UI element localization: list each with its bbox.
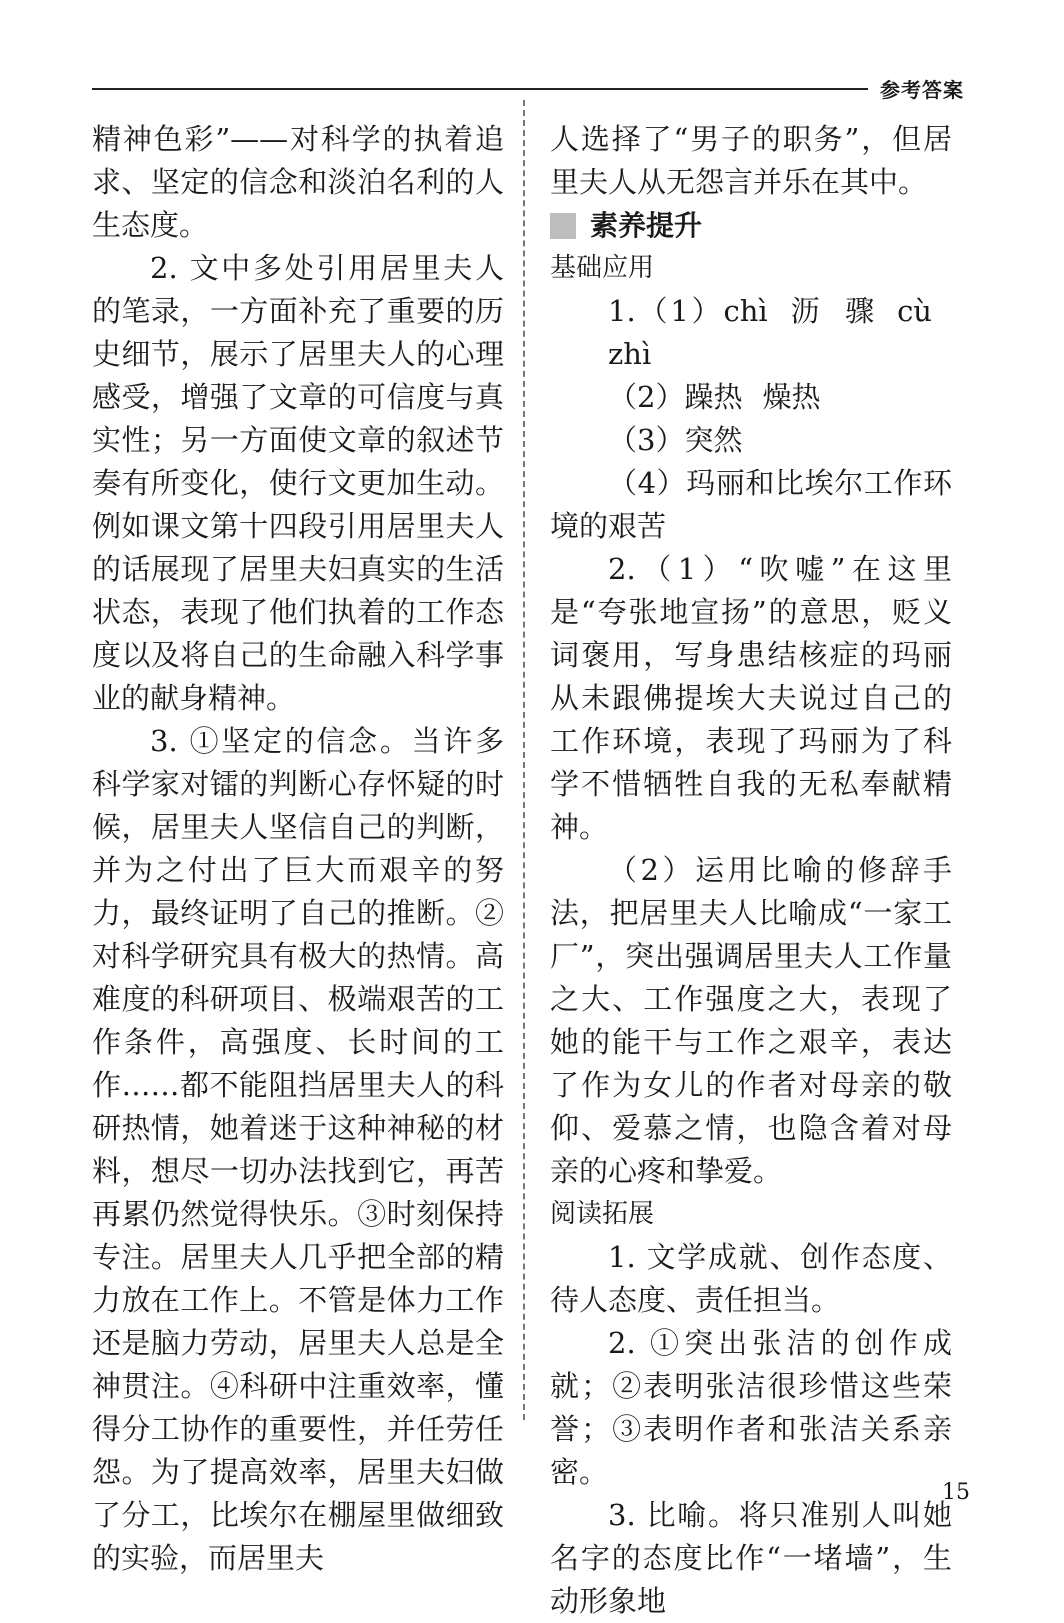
section-heading [550, 204, 952, 247]
q1-line1 [550, 290, 952, 376]
section-title: 素养提升 [590, 209, 703, 242]
section-marker-icon [550, 213, 576, 239]
reading-extension-heading: 阅读拓展 [550, 1199, 655, 1229]
header-rule [92, 88, 868, 90]
answer-3: 3. ①坚定的信念。当许多科学家对镭的判断心存怀疑的时候，居里夫人坚信自己的判断，并为之付出了巨大而艰辛的努力，最终证明了自己的推断。②对科学研究具有极大的热情。高难度的科研项目、极端艰苦的工作条件，高强度、长时间的工作……都不能阻挡居里夫人的科研热情，她着迷于这种神秘的材料，想尽一切办法找到它，再苦再累仍然觉得快乐。③时刻保持专注。居里夫人几乎把全部的精力放在工作上。不管是体力工作还是脑力劳动，居里夫人总是全神贯注。④科研中注重效率，懂得分工协作的重要性，并任劳任怨。为了提高效率，居里夫妇做了分工，比埃尔在棚屋里做细致的实验，而居里夫 [92, 724, 504, 1575]
page-number: 15 [942, 1480, 970, 1505]
q1-line4: （4）玛丽和比埃尔工作环境的艰苦 [550, 466, 952, 543]
header-label: 参考答案 [880, 78, 964, 102]
q1-line2 [550, 376, 952, 419]
q1-item: 骤 [842, 294, 878, 328]
paragraph-continuation: 精神色彩”——对科学的执着追求、坚定的信念和淡泊名利的人生态度。 [92, 122, 504, 242]
basic-application-heading: 基础应用 [550, 253, 655, 283]
q1-lead: 1.（1） [608, 294, 724, 328]
q2-part1: 2.（1）“吹嘘”在这里是“夸张地宣扬”的意思，贬义词褒用，写身患结核症的玛丽从未跟佛提埃大夫说过自己的工作环境，表现了玛丽为了科学不惜牺牲自我的无私奉献精神。 [550, 552, 952, 844]
q1-item: zhì [608, 337, 652, 371]
q1-item: 沥 [787, 294, 823, 328]
left-column [92, 118, 504, 1580]
reading-answer-3: 3. 比喻。将只准别人叫她名字的态度比作“一堵墙”，生动形象地 [550, 1498, 952, 1618]
q1-line2-lead: （2） [608, 380, 685, 414]
right-column [550, 118, 952, 1623]
q1-line2-item: 躁热 [684, 380, 743, 414]
q1-line2-item: 燥热 [762, 380, 821, 414]
q1-line3: （3）突然 [608, 423, 743, 457]
column-divider [523, 100, 525, 1420]
q2-part2: （2）运用比喻的修辞手法，把居里夫人比喻成“一家工厂”，突出强调居里夫人工作量之大、工作强度之大，表现了她的能干与工作之艰辛，表达了作为女儿的作者对母亲的敬仰、爱慕之情，也隐含着对母亲的心疼和挚爱。 [550, 853, 952, 1188]
q1-item: chì [723, 294, 768, 328]
paragraph-continuation-right: 人选择了“男子的职务”，但居里夫人从无怨言并乐在其中。 [550, 122, 952, 199]
reading-answer-1: 1. 文学成就、创作态度、待人态度、责任担当。 [550, 1240, 952, 1317]
answer-2: 2. 文中多处引用居里夫人的笔录，一方面补充了重要的历史细节，展示了居里夫人的心理感受，增强了文章的可信度与真实性；另一方面使文章的叙述节奏有所变化，使行文更加生动。例如课文第十四段引用居里夫人的话展现了居里夫妇真实的生活状态，表现了他们执着的工作态度以及将自己的生命融入科学事业的献身精神。 [92, 251, 504, 715]
reading-answer-2: 2. ①突出张洁的创作成就；②表明张洁很珍惜这些荣誉；③表明作者和张洁关系亲密。 [550, 1326, 952, 1489]
q1-item: cù [897, 294, 932, 328]
